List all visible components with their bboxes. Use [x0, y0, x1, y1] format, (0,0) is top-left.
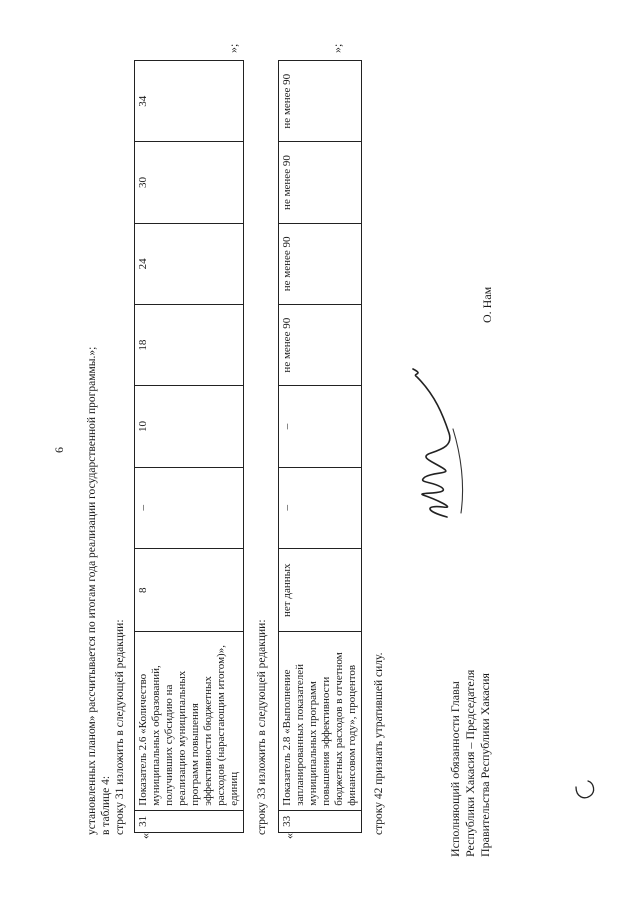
value-cell: – [279, 386, 362, 467]
position-line-1: Исполняющий обязанности Главы [448, 681, 462, 857]
value-cell: не менее 90 [279, 305, 362, 386]
value-cell: 10 [135, 386, 244, 467]
handwritten-mark [570, 775, 600, 805]
position-line-2: Республики Хакасия – Председателя [463, 669, 477, 857]
value-cell: 34 [135, 61, 244, 142]
intro-line-3: строку 31 изложить в следующей редакции: [114, 619, 126, 835]
value-cell: 24 [135, 223, 244, 304]
value-cell: нет данных [279, 548, 362, 632]
table2-close-quote: »; [330, 43, 344, 53]
table1-close-quote: »; [226, 43, 240, 53]
handwritten-signature [395, 345, 475, 525]
value-cell: 18 [135, 305, 244, 386]
value-cell: не менее 90 [279, 223, 362, 304]
value-cell: – [279, 467, 362, 548]
value-cell: – [135, 467, 244, 548]
position-line-3: Правительства Республики Хакасия [478, 673, 492, 857]
intro-line-1: установленных планом» рассчитывается по итогам года реализации государственной программы.»; [86, 346, 98, 835]
page-number: 6 [52, 447, 66, 453]
table1-open-quote: « [138, 833, 152, 839]
value-cell: 8 [135, 548, 244, 632]
table-row-31 [134, 60, 244, 833]
indicator-description: Показатель 2.6 «Количество муниципальных образований, получивших субсидию на реализацию муниципальных программ повышения эффективности бюджетных расходов (нарастающим итогом)», единиц [135, 632, 244, 810]
table2-open-quote: « [282, 833, 296, 839]
intro-line-2: в таблице 4: [100, 775, 112, 835]
between-line: строку 33 изложить в следующей редакции: [256, 619, 268, 835]
signatory-name: О. Нам [480, 286, 494, 323]
table-row-33 [278, 60, 362, 833]
row-number: 33 [279, 810, 362, 832]
value-cell: не менее 90 [279, 61, 362, 142]
value-cell: не менее 90 [279, 142, 362, 223]
row-number: 31 [135, 810, 244, 832]
closing-line: строку 42 признать утратившей силу. [373, 652, 385, 835]
value-cell: 30 [135, 142, 244, 223]
signatory-position [448, 557, 493, 857]
indicator-description: Показатель 2.8 «Выполнение запланированных показателей муниципальных программ повышения эффективности бюджетных расходов в отчетном финансовом году», процентов [279, 632, 362, 810]
